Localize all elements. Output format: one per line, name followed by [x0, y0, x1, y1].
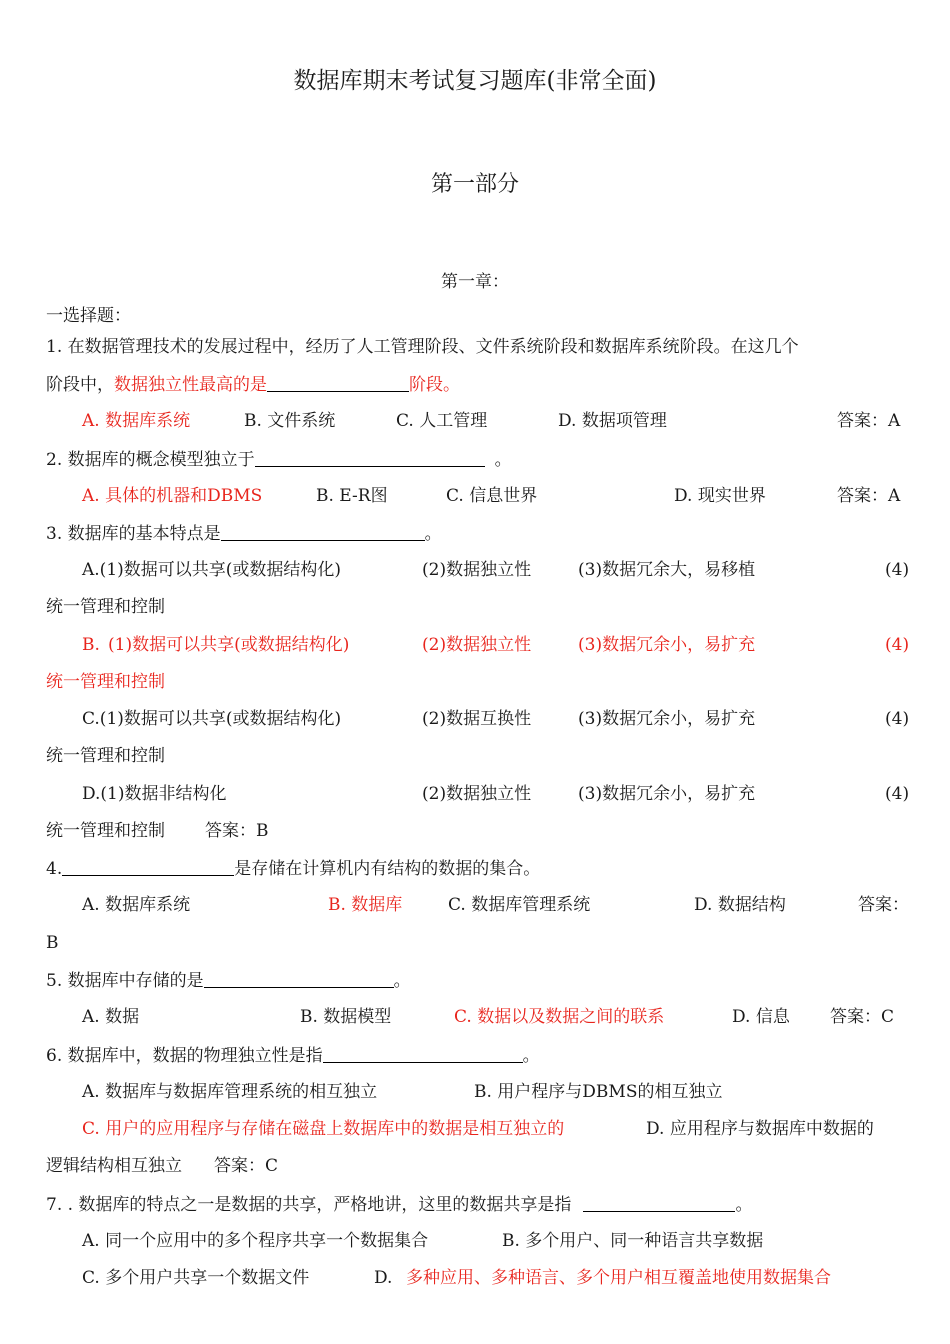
q3-stem-end: 。	[424, 524, 442, 544]
q3-option-a-part3: (3)数据冗余大，易移植	[578, 560, 756, 580]
q3-answer-blank	[221, 518, 425, 541]
q1-stem-line1: 1. 在数据管理技术的发展过程中，经历了人工管理阶段、文件系统阶段和数据库系统阶段。在这几个	[46, 337, 799, 357]
q3-option-b-part3: (3)数据冗余小，易扩充	[578, 635, 756, 655]
q2-options	[82, 481, 908, 511]
q4-stem-text: 是存储在计算机内有结构的数据的集合。	[234, 859, 541, 879]
q6-option-d: D. 应用程序与数据库中数据的	[646, 1119, 874, 1139]
q3-option-d-part1: D.(1)数据非结构化	[82, 784, 227, 804]
q6-stem-text: 6. 数据库中，数据的物理独立性是指	[46, 1046, 323, 1066]
document-title: 数据库期末考试复习题库(非常全面)	[293, 68, 657, 94]
q6-answer: 答案：C	[214, 1156, 279, 1176]
q4-answer-cont: B	[46, 933, 59, 953]
q1-stem-line2	[46, 369, 908, 399]
q2-option-c: C. 信息世界	[446, 486, 538, 506]
q3-stem-text: 3. 数据库的基本特点是	[46, 524, 221, 544]
q3-option-a-part2: (2)数据独立性	[422, 560, 532, 580]
q4-answer: 答案：	[858, 895, 909, 915]
q3-option-d-cont-text: 统一管理和控制	[46, 821, 165, 841]
q5-answer-blank	[204, 965, 394, 988]
q6-option-d-cont	[46, 1151, 908, 1181]
q2-option-d: D. 现实世界	[674, 486, 766, 506]
q1-stem-prefix: 阶段中，	[46, 375, 114, 395]
q3-option-d	[82, 779, 908, 809]
q7-stem-end: 。	[735, 1195, 753, 1215]
q2-option-a: A. 具体的机器和DBMS	[82, 486, 263, 506]
q3-stem	[46, 518, 908, 548]
q7-options-cd	[82, 1263, 908, 1293]
q6-option-c: C. 用户的应用程序与存储在磁盘上数据库中的数据是相互独立的	[82, 1119, 565, 1139]
q1-option-a: A. 数据库系统	[82, 411, 191, 431]
q7-stem-text: 7. . 数据库的特点之一是数据的共享，严格地讲，这里的数据共享是指	[46, 1195, 572, 1215]
q1-option-d: D. 数据项管理	[558, 411, 667, 431]
q4-stem	[46, 853, 908, 883]
q6-option-d-cont-text: 逻辑结构相互独立	[46, 1156, 182, 1176]
q2-option-b: B. E-R图	[316, 486, 388, 506]
q3-option-c-part1: C.(1)数据可以共享(或数据结构化)	[82, 709, 342, 729]
q3-option-c-part3: (3)数据冗余小，易扩充	[578, 709, 756, 729]
q3-option-a-part4: (4)	[885, 560, 910, 580]
q7-option-d-prefix: D.	[374, 1268, 393, 1288]
q3-option-d-part4: (4)	[885, 784, 910, 804]
q3-option-b-prefix: B.	[82, 635, 100, 655]
q3-option-c-part4: (4)	[885, 709, 910, 729]
q3-option-b-part2: (2)数据独立性	[422, 635, 532, 655]
q1-option-b: B. 文件系统	[244, 411, 336, 431]
q3-option-b-cont: 统一管理和控制	[46, 672, 165, 692]
q4-option-b: B. 数据库	[328, 895, 403, 915]
q2-stem-end: 。	[494, 450, 512, 470]
q5-options	[82, 1002, 908, 1032]
q2-answer: 答案：A	[837, 486, 901, 506]
q7-stem	[46, 1189, 908, 1219]
q6-options-ab	[82, 1077, 908, 1107]
q4-option-d: D. 数据结构	[694, 895, 786, 915]
q3-answer: 答案：B	[205, 821, 269, 841]
q4-option-a: A. 数据库系统	[82, 895, 191, 915]
q3-option-b	[82, 630, 908, 660]
q7-option-c: C. 多个用户共享一个数据文件	[82, 1268, 310, 1288]
q3-option-b-part1: (1)数据可以共享(或数据结构化)	[108, 635, 350, 655]
q7-option-a: A. 同一个应用中的多个程序共享一个数据集合	[82, 1231, 429, 1251]
q6-answer-blank	[323, 1040, 523, 1063]
q1-answer: 答案：A	[837, 411, 901, 431]
q3-option-a-cont: 统一管理和控制	[46, 597, 165, 617]
q5-stem	[46, 965, 908, 995]
q1-option-c: C. 人工管理	[396, 411, 488, 431]
q4-number: 4.	[46, 859, 63, 879]
q5-option-d: D. 信息	[732, 1007, 790, 1027]
q5-option-c: C. 数据以及数据之间的联系	[454, 1007, 665, 1027]
q6-option-b: B. 用户程序与DBMS的相互独立	[474, 1082, 723, 1102]
q3-option-c-part2: (2)数据互换性	[422, 709, 532, 729]
q6-stem	[46, 1040, 908, 1070]
q3-option-b-part4: (4)	[885, 635, 910, 655]
q5-answer: 答案：C	[830, 1007, 895, 1027]
q2-stem-text: 2. 数据库的概念模型独立于	[46, 450, 255, 470]
q3-option-d-part3: (3)数据冗余小，易扩充	[578, 784, 756, 804]
q5-stem-text: 5. 数据库中存储的是	[46, 971, 204, 991]
part-heading: 第一部分	[430, 172, 519, 197]
q7-options-ab	[82, 1226, 908, 1256]
q7-option-b: B. 多个用户、同一种语言共享数据	[502, 1231, 764, 1251]
q5-option-a: A. 数据	[82, 1007, 140, 1027]
q6-option-a: A. 数据库与数据库管理系统的相互独立	[82, 1082, 378, 1102]
chapter-heading: 第一章：	[441, 272, 509, 292]
q7-answer-blank	[583, 1189, 735, 1212]
q6-stem-end: 。	[522, 1046, 540, 1066]
q3-option-a-part1: A.(1)数据可以共享(或数据结构化)	[82, 560, 342, 580]
q3-option-c	[82, 704, 908, 734]
section-heading: 一选择题：	[46, 306, 131, 326]
q1-stem-highlight: 数据独立性最高的是	[114, 375, 267, 395]
q2-stem	[46, 444, 908, 474]
q6-options-cd	[82, 1114, 908, 1144]
q1-options	[82, 406, 908, 436]
q2-answer-blank	[255, 444, 485, 467]
q7-option-d: 多种应用、多种语言、多个用户相互覆盖地使用数据集合	[406, 1268, 831, 1288]
q4-answer-blank	[62, 853, 234, 876]
q3-option-d-part2: (2)数据独立性	[422, 784, 532, 804]
q1-answer-blank	[267, 369, 409, 392]
q3-option-a	[82, 555, 908, 585]
q3-option-c-cont: 统一管理和控制	[46, 746, 165, 766]
q1-stem-suffix: 阶段。	[409, 375, 460, 395]
q5-stem-end: 。	[393, 971, 411, 991]
q3-option-d-cont	[46, 816, 908, 846]
q4-option-c: C. 数据库管理系统	[448, 895, 591, 915]
q5-option-b: B. 数据模型	[300, 1007, 392, 1027]
q4-options	[82, 890, 908, 920]
